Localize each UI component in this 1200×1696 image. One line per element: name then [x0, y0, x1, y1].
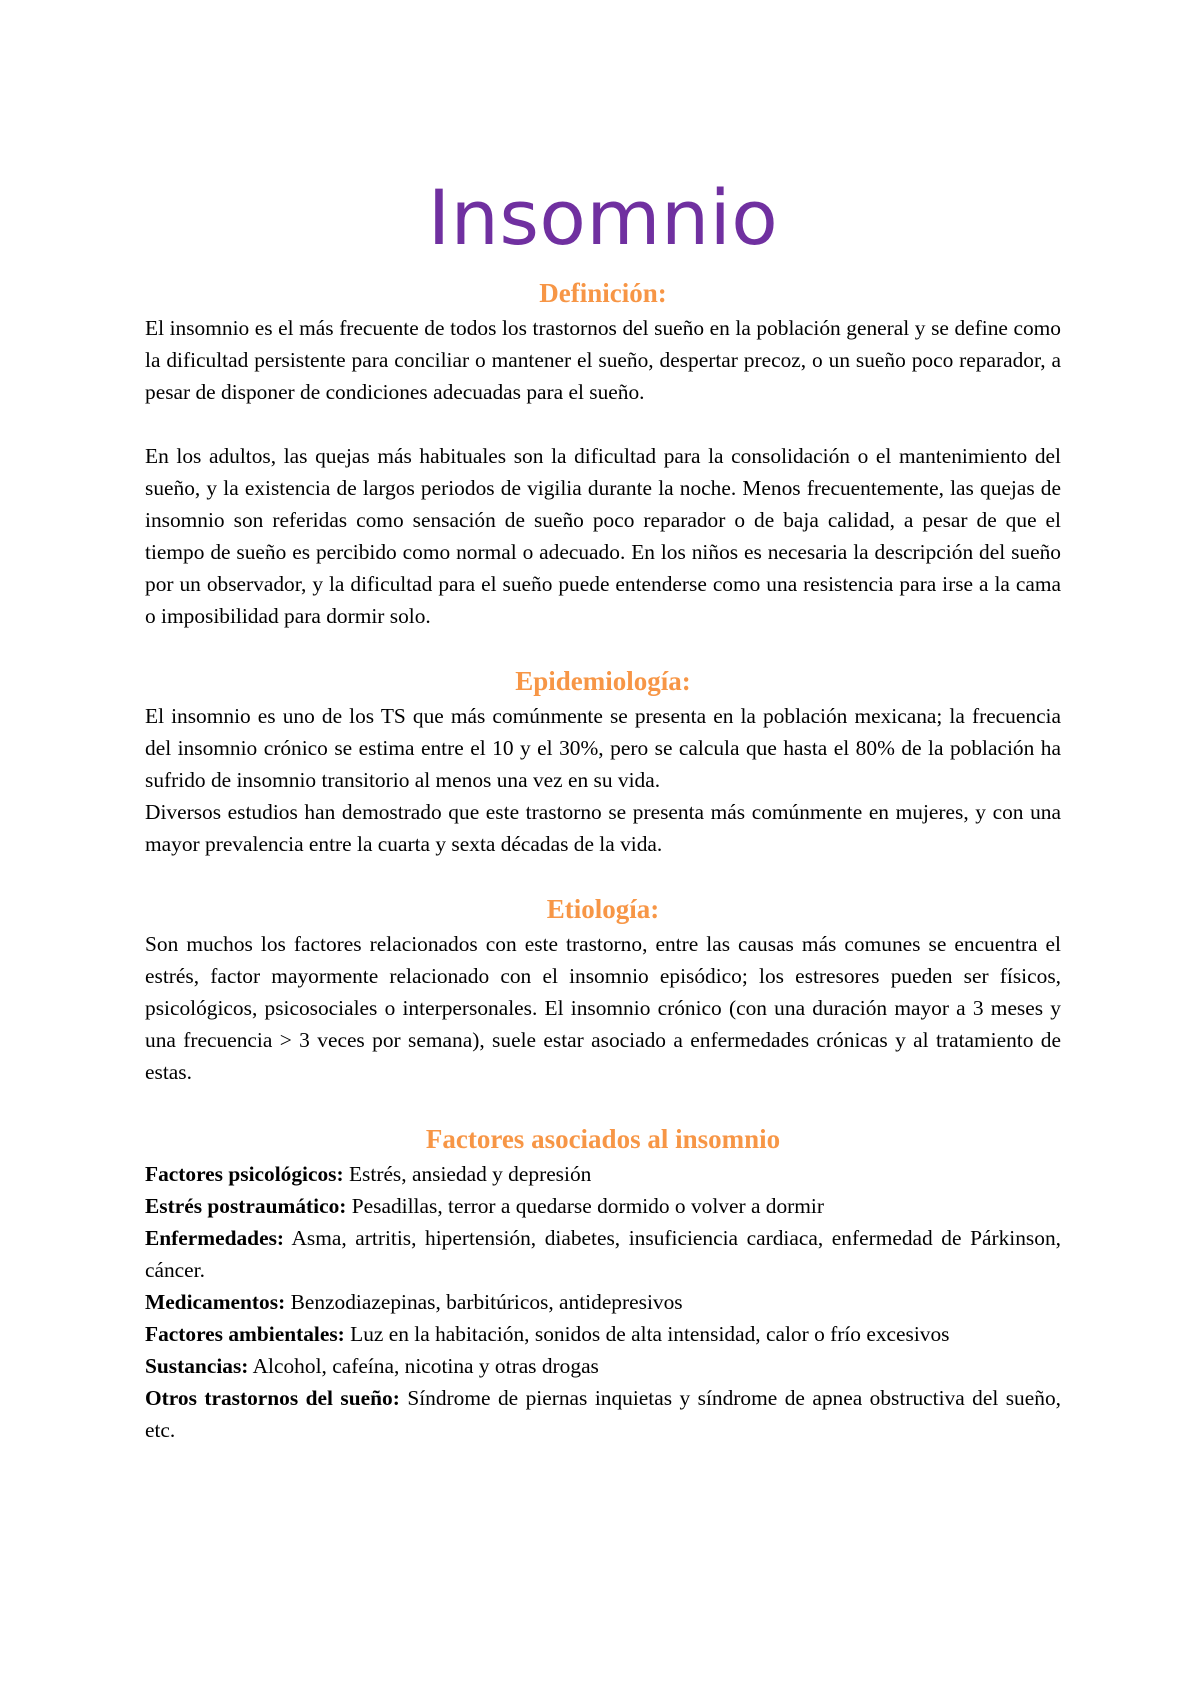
factor-label: Factores psicológicos: — [145, 1162, 344, 1186]
factor-item — [145, 1190, 1061, 1222]
paragraph-spacer — [145, 408, 1061, 440]
document-title: Insomnio — [427, 173, 779, 262]
factor-label: Estrés postraumático: — [145, 1194, 347, 1218]
definicion-paragraph-2: En los adultos, las quejas más habituales son la dificultad para la consolidación o el mantenimiento del sueño, y la existencia de largos periodos de vigilia durante la noche. Menos frecuentemente, las quejas de insomnio son referidas como sensación de sueño poco reparador o de baja calidad, a pesar de que el tiempo de sueño es percibido como normal o adecuado. En los niños es necesaria la descripción del sueño por un observador, y la dificultad para el sueño puede entenderse como una resistencia para irse a la cama o imposibilidad para dormir solo. — [145, 444, 1061, 628]
epidemiologia-paragraph-2: Diversos estudios han demostrado que este trastorno se presenta más comúnmente en mujeres, y con una mayor prevalencia entre la cuarta y sexta décadas de la vida. — [145, 800, 1061, 856]
factor-text: Asma, artritis, hipertensión, diabetes, insuficiencia cardiaca, enfermedad de Párkinson, cáncer. — [145, 1226, 1061, 1282]
factor-item — [145, 1286, 1061, 1318]
factor-label: Otros trastornos del sueño: — [145, 1386, 400, 1410]
etiologia-paragraph-1: Son muchos los factores relacionados con este trastorno, entre las causas más comunes se encuentra el estrés, factor mayormente relacionado con el insomnio episódico; los estresores pueden ser físicos, psicológicos, psicosociales o interpersonales. El insomnio crónico (con una duración mayor a 3 meses y una frecuencia > 3 veces por semana), suele estar asociado a enfermedades crónicas y al tratamiento de estas. — [145, 932, 1061, 1084]
document-page — [145, 0, 1061, 1446]
factor-text: Luz en la habitación, sonidos de alta intensidad, calor o frío excesivos — [350, 1322, 950, 1346]
factor-text: Alcohol, cafeína, nicotina y otras drogas — [252, 1354, 599, 1378]
factor-label: Sustancias: — [145, 1354, 249, 1378]
heading-factores: Factores asociados al insomnio — [425, 1124, 781, 1154]
factor-list — [145, 1158, 1061, 1446]
factor-label: Enfermedades: — [145, 1226, 285, 1250]
heading-epidemiologia: Epidemiología: — [515, 666, 691, 696]
heading-definicion: Definición: — [539, 278, 667, 308]
factor-text: Estrés, ansiedad y depresión — [348, 1162, 592, 1186]
factor-text: Benzodiazepinas, barbitúricos, antidepresivos — [290, 1290, 683, 1314]
factor-item — [145, 1158, 1061, 1190]
factor-item — [145, 1318, 1061, 1350]
factor-label: Factores ambientales: — [145, 1322, 345, 1346]
epidemiologia-paragraph-1: El insomnio es uno de los TS que más comúnmente se presenta en la población mexicana; la frecuencia del insomnio crónico se estima entre el 10 y el 30%, pero se calcula que hasta el 80% de la población ha sufrido de insomnio transitorio al menos una vez en su vida. — [145, 704, 1061, 792]
definicion-paragraph-1: El insomnio es el más frecuente de todos los trastornos del sueño en la población general y se define como la dificultad persistente para conciliar o mantener el sueño, despertar precoz, o un sueño poco reparador, a pesar de disponer de condiciones adecuadas para el sueño. — [145, 316, 1061, 404]
factor-label: Medicamentos: — [145, 1290, 286, 1314]
factor-text: Síndrome de piernas inquietas y síndrome de apnea obstructiva del sueño, etc. — [145, 1386, 1061, 1442]
heading-etiologia: Etiología: — [546, 894, 660, 924]
factor-item — [145, 1350, 1061, 1382]
factor-item — [145, 1382, 1061, 1446]
factor-item — [145, 1222, 1061, 1286]
factor-text: Pesadillas, terror a quedarse dormido o volver a dormir — [351, 1194, 824, 1218]
